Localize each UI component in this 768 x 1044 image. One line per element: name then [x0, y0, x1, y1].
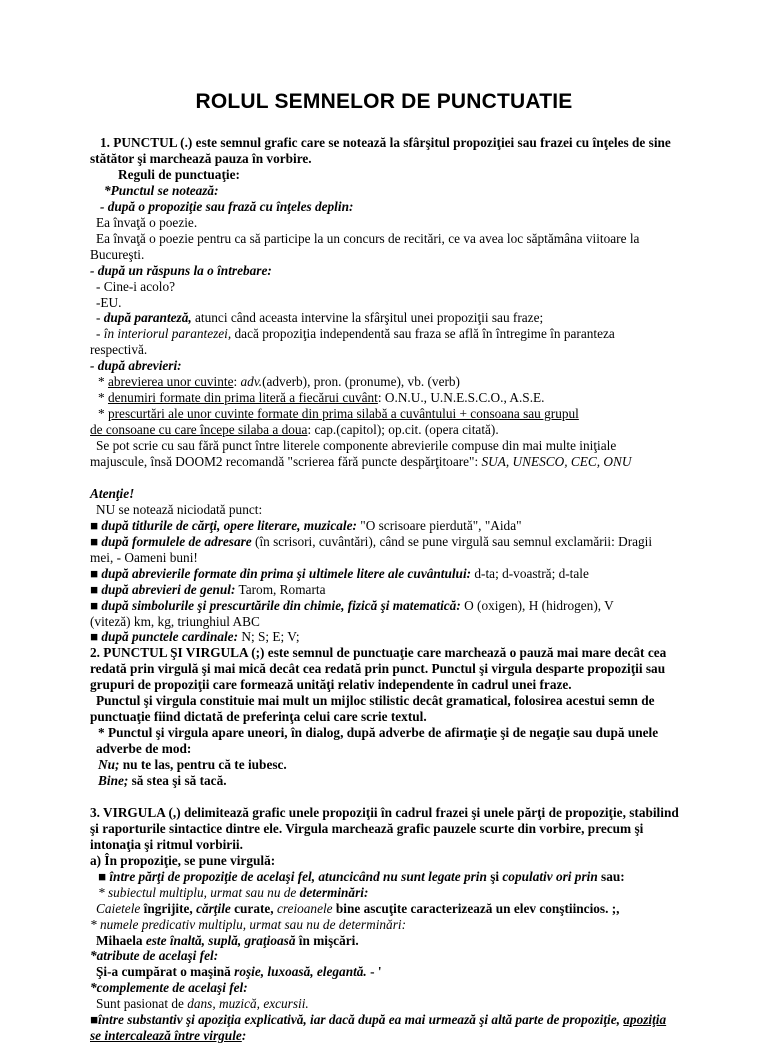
- text-segment: cărţile: [196, 900, 231, 916]
- text-line: [90, 534, 652, 550]
- text-segment: între părţi de propoziţie de acelaşi fel, atuncicând nu sunt legate prin: [109, 868, 487, 884]
- text-segment: sau:: [597, 868, 625, 884]
- text-segment: stătător şi marchează pauza în vorbire.: [90, 150, 312, 166]
- text-line: [96, 438, 616, 454]
- text-line: [90, 151, 312, 167]
- text-segment: *complemente de acelaşi fel:: [90, 980, 248, 996]
- text-line: [90, 853, 275, 869]
- text-line: [90, 598, 614, 614]
- text-segment: - după un răspuns la o întrebare:: [90, 262, 272, 278]
- text-segment: creioanele: [276, 900, 333, 916]
- text-segment: *: [98, 390, 108, 406]
- text-segment: ■între substantiv şi apoziţia explicativă, iar dacă după ea mai urmează şi altă parte de propoziţie,: [90, 1012, 624, 1028]
- text-segment: se intercalează între virgule: [90, 1028, 242, 1044]
- text-segment: respectivă.: [90, 342, 148, 358]
- text-line: [90, 518, 522, 534]
- text-segment: în mişcări.: [295, 932, 359, 948]
- text-segment: majuscule, însă DOOM2 recomandă "scrierea fără puncte despărţitoare":: [90, 454, 482, 469]
- text-segment: Sunt pasionat de: [96, 996, 188, 1012]
- text-line: [98, 725, 658, 741]
- text-segment: Punctul şi virgula constituie mai mult un mijloc stilistic decât gramatical, folosirea acestui semn de: [96, 693, 655, 709]
- text-segment: mei, - Oameni buni!: [90, 549, 198, 565]
- text-segment: adv.: [240, 374, 263, 390]
- text-segment: abrevierea unor cuvinte: [107, 374, 234, 390]
- text-segment: redată prin virgulă şi mai mică decât cea redată prin punct. Punctul şi virgula desparte propoziţii sau: [90, 661, 666, 677]
- text-segment: a) În propoziţie, se pune virgulă:: [90, 852, 276, 868]
- text-segment: adverbe de mod:: [96, 741, 192, 757]
- text-line: [98, 390, 544, 406]
- text-line: [96, 279, 175, 295]
- text-segment: - ': [366, 964, 382, 980]
- text-line: [90, 342, 147, 358]
- text-segment: ■: [90, 629, 102, 645]
- text-segment: ■: [90, 565, 102, 581]
- text-segment: după simbolurile şi prescurtările din chimie, fizică şi matematică:: [101, 597, 461, 613]
- text-line: [90, 422, 499, 438]
- text-segment: după abrevieri de genul:: [101, 581, 236, 597]
- text-segment: - după o propoziţie sau frază cu înţeles deplin:: [100, 198, 354, 214]
- text-segment: dans, muzică, excursii.: [187, 996, 309, 1012]
- text-segment: -EU.: [96, 294, 122, 310]
- text-line: [90, 1012, 666, 1028]
- text-segment: este înaltă, suplă, graţioasă: [145, 932, 296, 948]
- text-line: [96, 693, 655, 709]
- text-line: [90, 661, 665, 677]
- text-segment: * Punctul şi virgula apare uneori, în dialog, după adverbe de afirmaţie şi de negaţie sau după unele: [98, 725, 659, 741]
- text-segment: 2. PUNCTUL ŞI VIRGULA (;) este semnul de punctuaţie care marchează o pauză mai mare decât cea: [90, 645, 667, 661]
- text-line: [90, 550, 198, 566]
- text-segment: Tarom, Romarta: [235, 581, 326, 597]
- text-segment: *: [98, 406, 108, 422]
- text-line: [98, 374, 460, 390]
- text-line: [96, 326, 615, 342]
- text-segment: * numele predicativ multiplu, urmat sau nu de determinări:: [90, 916, 407, 932]
- text-segment: * subiectul multiplu, urmat sau nu de: [98, 884, 300, 900]
- text-line: [90, 614, 260, 630]
- text-line: [98, 406, 579, 422]
- text-segment: Se pot scrie cu sau fără punct între literele componente abrevierile compuse din mai multe iniţiale: [96, 438, 617, 454]
- text-line: [96, 996, 309, 1012]
- text-line: [90, 677, 572, 693]
- text-line: [90, 582, 325, 598]
- text-segment: determinări:: [299, 884, 369, 900]
- text-segment: Şi-a cumpărat o maşină: [96, 964, 235, 980]
- text-segment: (viteză) km, kg, triunghiul ABC: [90, 613, 260, 629]
- text-line: [96, 741, 191, 757]
- text-segment: (în scrisori, cuvântări), când se pune virgulă sau semnul exclamării: Dragii: [251, 533, 653, 549]
- text-segment: ■: [90, 581, 102, 597]
- text-segment: 3. VIRGULA (,) delimitează grafic unele propoziţii în cadrul frazei şi unele părţi de propoziţie, stabilind: [90, 804, 679, 820]
- text-segment: după abrevierile formate din prima şi ultimele litere ale cuvântului:: [101, 565, 472, 581]
- text-line: [104, 183, 219, 199]
- text-line: [98, 757, 287, 773]
- text-segment: şi: [486, 868, 503, 884]
- text-segment: Bucureşti.: [90, 246, 145, 262]
- text-segment: N; S; E; V;: [238, 629, 300, 645]
- text-line: [90, 917, 406, 933]
- text-line: [96, 933, 359, 949]
- text-line: [118, 167, 240, 183]
- text-segment: Ea învaţă o poezie.: [96, 214, 198, 230]
- text-line: [98, 869, 625, 885]
- text-line: [100, 135, 671, 151]
- text-segment: apoziţia: [623, 1012, 667, 1028]
- text-segment: după punctele cardinale:: [101, 629, 239, 645]
- text-line: [90, 980, 248, 996]
- text-segment: Mihaela: [96, 932, 146, 948]
- text-segment: :: [233, 374, 241, 390]
- text-segment: ■: [90, 533, 102, 549]
- text-segment: Bine;: [98, 773, 129, 788]
- document-title: ROLUL SEMNELOR DE PUNCTUATIE: [195, 90, 573, 113]
- text-segment: -: [96, 326, 104, 342]
- text-line: [98, 773, 227, 789]
- text-line: [90, 566, 589, 582]
- text-line: [90, 645, 666, 661]
- text-line: [96, 310, 543, 326]
- text-segment: *atribute de acelaşi fel:: [90, 948, 219, 964]
- text-segment: grupuri de propoziţii care formează unităţi relativ independente în cadrul unei fraze.: [90, 677, 572, 693]
- text-segment: roşie, luxoasă, elegantă.: [234, 964, 367, 980]
- text-segment: să stea şi să tacă.: [128, 773, 227, 788]
- text-segment: ■: [90, 597, 102, 613]
- text-line: [96, 231, 639, 247]
- text-segment: -: [96, 310, 104, 326]
- text-segment: 1. PUNCTUL (.) este semnul grafic care se notează la sfârşitul propoziţiei sau frazei cu înţeles de sine: [100, 135, 671, 150]
- text-segment: - Cine-i acolo?: [96, 278, 176, 294]
- text-segment: SUA, UNESCO, CEC, ONU: [481, 454, 632, 469]
- text-segment: denumiri formate din prima literă a fiecărui cuvânt: [107, 390, 378, 406]
- text-line: [90, 358, 182, 374]
- text-segment: în interiorul parantezei,: [103, 326, 232, 342]
- text-segment: Ea învaţă o poezie pentru ca să participe la un concurs de recitări, ce va avea loc săptămâna viitoare la: [96, 230, 640, 246]
- text-segment: ■: [98, 868, 110, 884]
- text-line: [96, 215, 197, 231]
- text-segment: - după abrevieri:: [90, 358, 182, 374]
- text-line: [90, 1028, 246, 1044]
- text-segment: dacă propoziţia independentă sau fraza se află în întregime în paranteza: [231, 326, 615, 342]
- text-line: [90, 805, 679, 821]
- text-segment: Reguli de punctuaţie:: [118, 166, 240, 182]
- text-segment: punctuaţie fiind dictată de preferinţa celui care scrie textul.: [90, 709, 427, 725]
- text-segment: O (oxigen), H (hidrogen), V: [460, 597, 614, 613]
- text-segment: Caietele: [96, 900, 141, 916]
- text-line: [90, 486, 134, 502]
- text-line: [96, 502, 262, 518]
- text-line: [90, 821, 643, 837]
- text-line: [90, 454, 631, 470]
- text-segment: atunci când aceasta intervine la sfârşitul unei propoziţii sau fraze;: [191, 310, 544, 326]
- text-segment: *: [98, 374, 108, 390]
- text-line: [96, 295, 121, 311]
- text-segment: curate,: [230, 900, 277, 916]
- text-segment: Nu;: [98, 757, 120, 773]
- text-segment: şi raporturile sintactice dintre ele. Virgula marchează grafic pauzele scurte din vorbire, precum şi: [90, 820, 644, 836]
- text-line: [90, 837, 243, 853]
- text-line: [96, 901, 620, 917]
- text-line: [90, 629, 300, 645]
- text-segment: d-ta; d-voastră; d-tale: [471, 565, 589, 581]
- text-segment: după formulele de adresare: [101, 533, 252, 549]
- text-line: [90, 247, 144, 263]
- text-segment: bine ascuţite caracterizează un elev conştiincios. ;,: [332, 900, 620, 916]
- text-line: [90, 709, 427, 725]
- text-segment: (adverb), pron. (pronume), vb. (verb): [262, 374, 460, 390]
- text-segment: : cap.(capitol); op.cit. (opera citată).: [307, 422, 499, 438]
- text-line: [90, 948, 218, 964]
- text-segment: Atenţie!: [90, 485, 135, 501]
- text-segment: după titlurile de cărţi, opere literare, muzicale:: [101, 517, 357, 533]
- text-line: [90, 263, 272, 279]
- text-segment: copulativ ori prin: [502, 868, 598, 884]
- text-segment: după paranteză,: [103, 310, 192, 326]
- text-segment: intonaţia şi ritmul vorbirii.: [90, 836, 243, 852]
- text-segment: prescurtări ale unor cuvinte formate din prima silabă a cuvântului + consoana sau grupul: [107, 406, 579, 422]
- text-segment: de consoane cu care începe silaba a doua: [90, 422, 308, 438]
- text-segment: *Punctul se notează:: [104, 182, 219, 198]
- text-segment: NU se notează niciodată punct:: [96, 501, 263, 517]
- text-segment: "O scrisoare pierdută", "Aida": [356, 517, 522, 533]
- text-line: [96, 964, 382, 980]
- text-segment: :: [241, 1028, 247, 1044]
- text-segment: ■: [90, 517, 102, 533]
- text-line: [98, 885, 368, 901]
- text-line: [100, 199, 353, 215]
- text-segment: : O.N.U., U.N.E.S.C.O., A.S.E.: [377, 390, 545, 406]
- text-segment: nu te las, pentru că te iubesc.: [119, 757, 287, 773]
- text-segment: îngrijite,: [140, 900, 197, 916]
